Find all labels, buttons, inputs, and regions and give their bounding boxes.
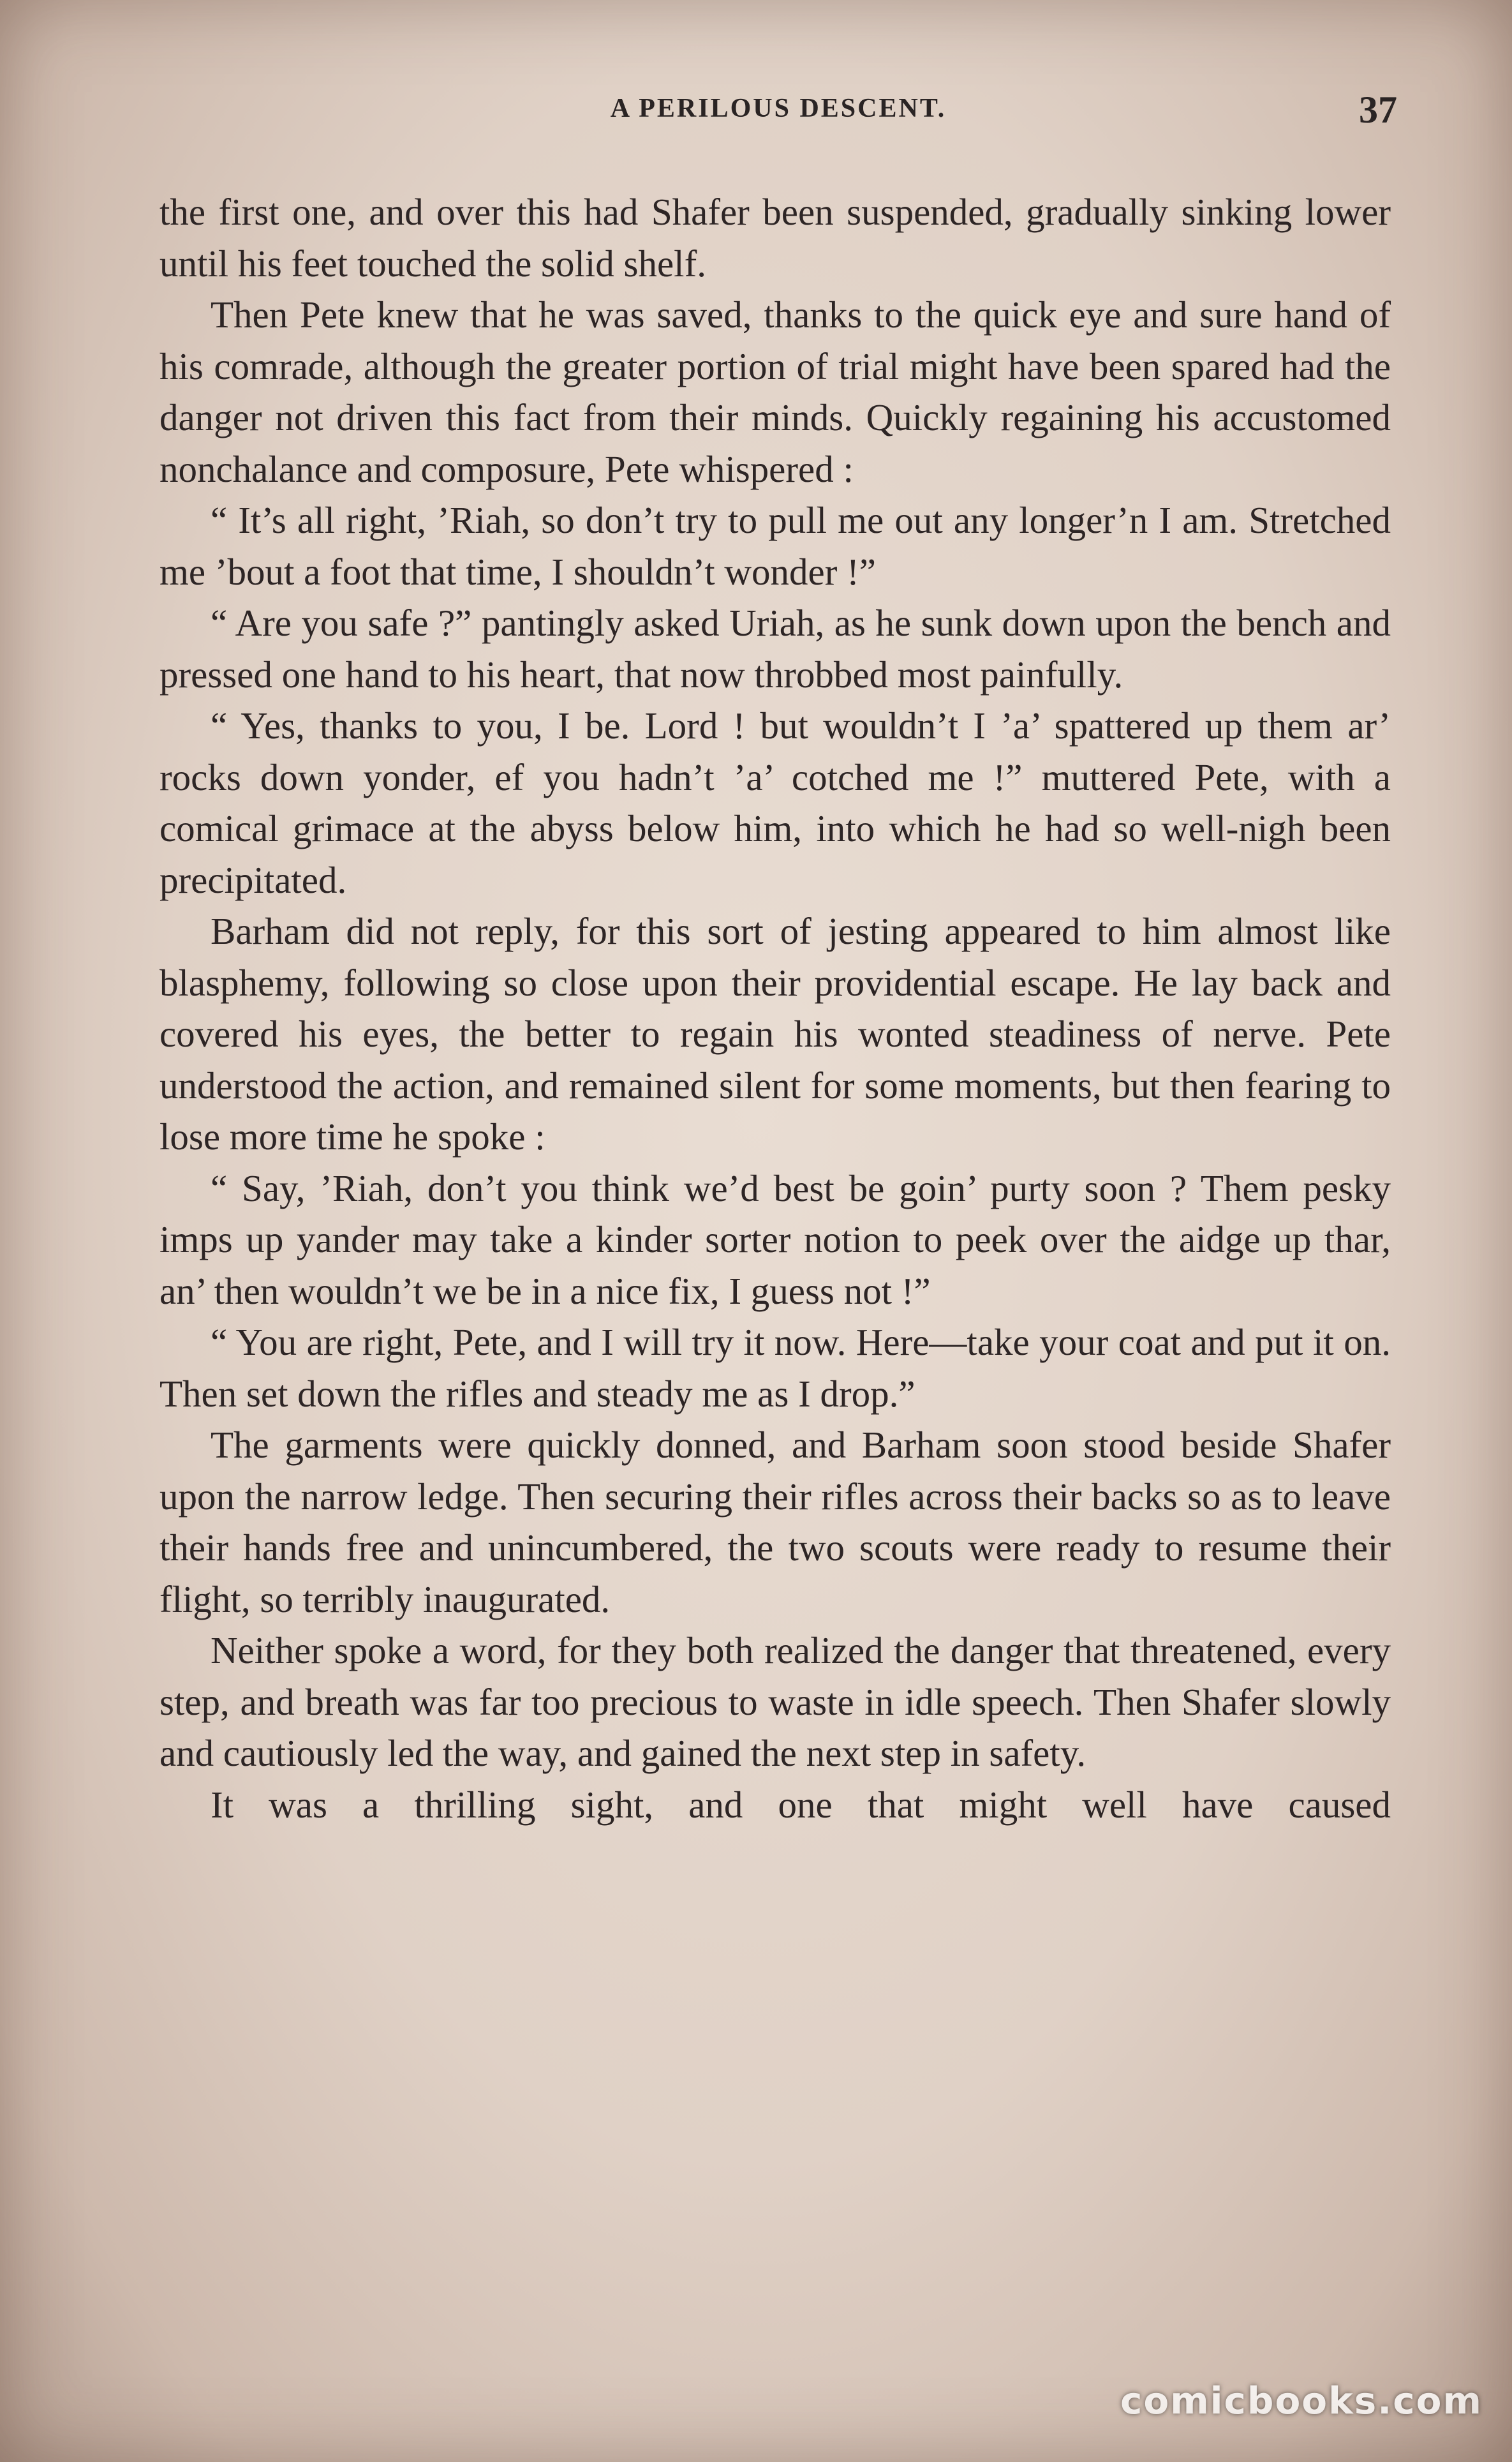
paragraph: Barham did not reply, for this sort of jesting appeared to him almost like blasphemy, following so close upon their providential escape. He lay back and covered his eyes, the better to regain his wonted steadiness of nerve. Pete understood the action, and remained silent for some moments, but then fearing to lose more time he spoke : (159, 910, 1391, 1158)
page-header (159, 88, 1397, 139)
page-number: 37 (1359, 89, 1397, 131)
paragraph: Then Pete knew that he was saved, thanks to the quick eye and sure hand of his comrade, although the greater portion of trial might have been spared had the danger not driven this fact from their minds. Quickly regaining his accustomed nonchalance and composure, Pete whispered : (159, 294, 1391, 490)
paragraph: “ Say, ’Riah, don’t you think we’d best be goin’ purty soon ? Them pesky imps up yander may take a kinder sorter notion to peek over the aidge up thar, an’ then wouldn’t we be in a nice fix, I guess not !” (159, 1167, 1391, 1312)
watermark: comicbooks.com (1120, 2379, 1483, 2422)
paragraph: “ You are right, Pete, and I will try it now. Here—take your coat and put it on. Then set down the rifles and steady me as I drop.” (159, 1321, 1391, 1415)
running-head: A PERILOUS DESCENT. (610, 94, 947, 123)
paragraph: It was a thrilling sight, and one that might well have caused (211, 1783, 1391, 1826)
body-text (159, 186, 1391, 1830)
paragraph: The garments were quickly donned, and Barham soon stood beside Shafer upon the narrow ledge. Then securing their rifles across their backs so as to leave their hands free and unincumbered, the two scouts were ready to resume their flight, so terribly inaugurated. (159, 1424, 1391, 1620)
paragraph: “ It’s all right, ’Riah, so don’t try to pull me out any longer’n I am. Stretched me ’bout a foot that time, I shouldn’t wonder !” (159, 499, 1391, 593)
paragraph: Neither spoke a word, for they both realized the danger that threatened, every step, and breath was far too precious to waste in idle speech. Then Shafer slowly and cautiously led the way, and gained the next step in safety. (159, 1629, 1391, 1774)
paragraph: “ Are you safe ?” pantingly asked Uriah, as he sunk down upon the bench and pressed one hand to his heart, that now throbbed most painfully. (159, 602, 1391, 696)
paragraph: “ Yes, thanks to you, I be. Lord ! but wouldn’t I ’a’ spattered up them ar’ rocks down yonder, ef you hadn’t ’a’ cotched me !” muttered Pete, with a comical grimace at the abyss below him, into which he had so well-nigh been precipitated. (159, 705, 1391, 901)
paragraph: the first one, and over this had Shafer been suspended, gradually sinking lower until his feet touched the solid shelf. (159, 191, 1391, 285)
